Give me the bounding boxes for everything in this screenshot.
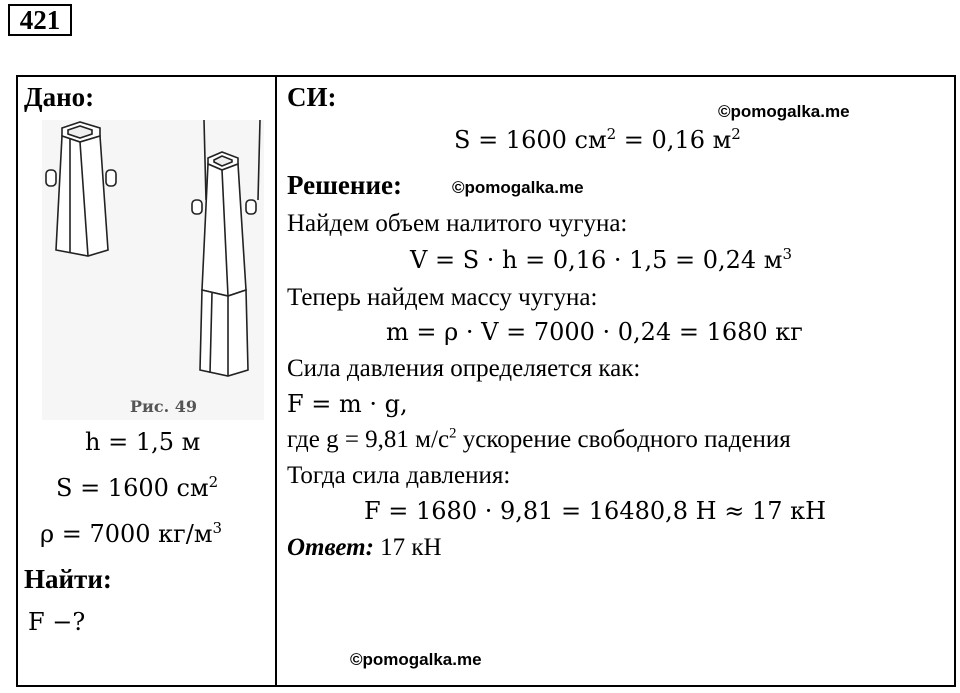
si-eq-b: = 0,16 м [616, 126, 732, 154]
answer-value: 17 кН [373, 534, 442, 561]
solution-line-4 [287, 426, 791, 454]
figure-49 [42, 120, 264, 420]
solution-eq-1-exp: 3 [782, 245, 792, 263]
given-s [56, 474, 218, 502]
solution-eq-2: m = ρ · V = 7000 · 0,24 = 1680 кг [386, 318, 803, 346]
figure-caption: Рис. 49 [130, 397, 198, 416]
solution-heading: Решение: [287, 170, 402, 200]
solution-eq-4: F = 1680 · 9,81 = 16480,8 Н ≈ 17 кН [364, 497, 827, 525]
watermark: ©pomogalka.me [452, 178, 584, 197]
si-heading: СИ: [287, 82, 337, 112]
solution-line-4-pre: где g = 9,81 м/с [287, 426, 450, 453]
solution-line-2: Теперь найдем массу чугуна: [287, 284, 598, 311]
si-eq-a-exp: 2 [606, 125, 617, 143]
solution-line-5: Тогда сила давления: [287, 462, 511, 489]
solution-eq-1-base: V = S · h = 0,16 · 1,5 = 0,24 м [410, 246, 783, 274]
answer [287, 534, 442, 562]
find-value: F −? [28, 608, 86, 636]
given-h: h = 1,5 м [85, 428, 201, 456]
given-s-exp: 2 [208, 473, 219, 491]
si-eq-a: S = 1600 см [454, 126, 607, 154]
watermark: ©pomogalka.me [350, 650, 482, 669]
si-equation [454, 126, 741, 154]
column-divider [275, 75, 277, 687]
problem-number: 421 [8, 4, 72, 36]
solution-eq-1 [410, 246, 792, 274]
watermark: ©pomogalka.me [718, 102, 850, 121]
solution-eq-3: F = m · g, [287, 390, 408, 418]
solution-line-1: Найдем объем налитого чугуна: [287, 210, 628, 237]
answer-label: Ответ: [287, 534, 374, 561]
given-rho-base: ρ = 7000 кг/м [40, 520, 213, 548]
given-rho [40, 520, 222, 548]
si-eq-b-exp: 2 [731, 125, 741, 143]
solution-line-4-exp: 2 [449, 425, 457, 442]
given-heading: Дано: [24, 82, 95, 112]
find-heading: Найти: [24, 564, 112, 594]
mold-illustration [42, 120, 264, 420]
solution-line-4-post: ускорение свободного падения [456, 426, 791, 453]
solution-line-3: Сила давления определяется как: [287, 355, 641, 382]
given-s-base: S = 1600 см [56, 474, 209, 502]
given-rho-exp: 3 [212, 519, 223, 537]
